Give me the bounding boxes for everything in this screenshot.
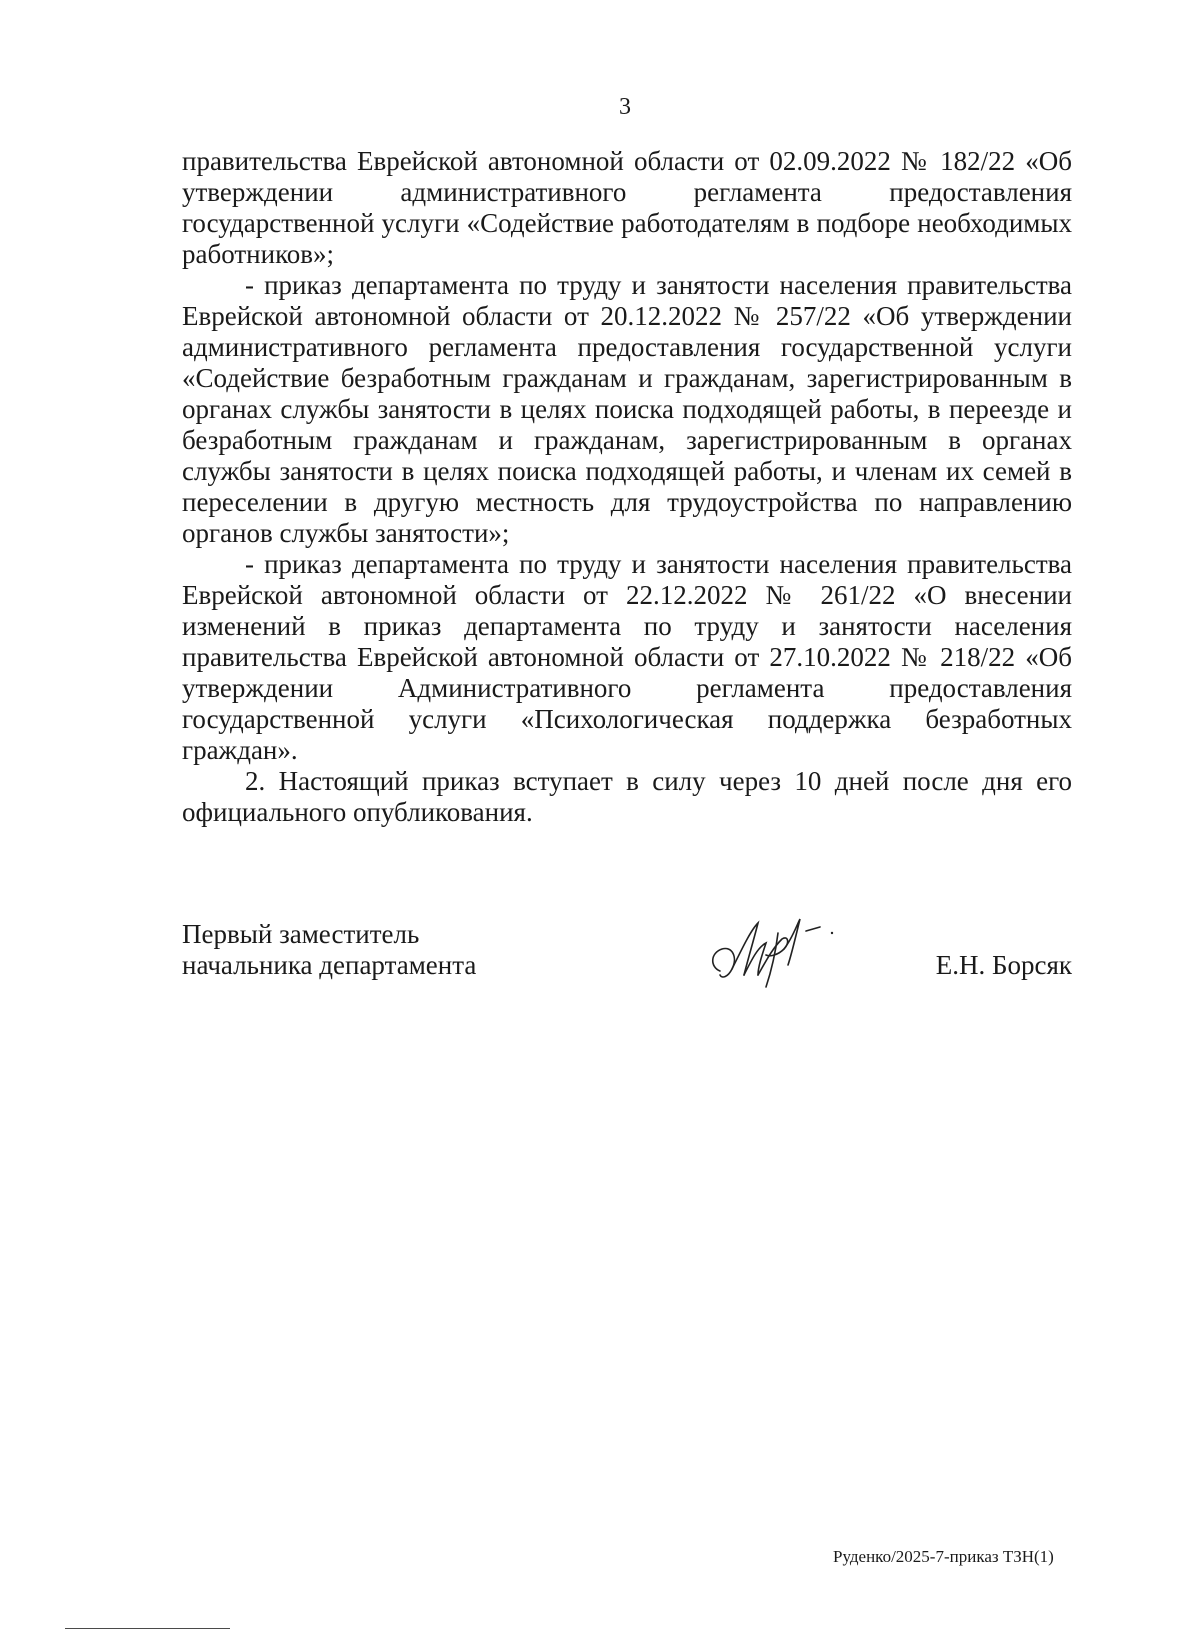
signer-name: Е.Н. Борсяк — [935, 950, 1072, 980]
paragraph-order-261: - приказ департамента по труду и занятости населения правительства Еврейской автономной области от 22.12.2022 № 261/22 «О внесении изменений в приказ департамента по труду и занятости населения правительства Еврейской автономной области от 27.10.2022 № 218/22 «Об утверждении Административного регламента предоставления государственной услуги «Психологическая поддержка безработных граждан». — [182, 549, 1072, 765]
signer-position-line2: начальника департамента — [182, 950, 477, 980]
signature-block — [182, 919, 1072, 999]
paragraph-continuation: правительства Еврейской автономной области от 02.09.2022 № 182/22 «Об утверждении административного регламента предоставления государственной услуги «Содействие работодателям в подборе необходимых работников»; — [182, 146, 1072, 269]
paragraph-effective-date: 2. Настоящий приказ вступает в силу через 10 дней после дня его официального опубликования. — [182, 766, 1072, 827]
footer-divider — [65, 1628, 230, 1629]
paragraph-order-257: - приказ департамента по труду и занятости населения правительства Еврейской автономной области от 20.12.2022 № 257/22 «Об утверждении административного регламента предоставления государственной услуги «Содействие безработным гражданам и гражданам, зарегистрированным в органах службы занятости в целях поиска подходящей работы, в переезде и безработным гражданам и гражданам, зарегистрированным в органах службы занятости в целях поиска подходящей работы, и членам их семей в переселении в другую местность для трудоустройства по направлению органов службы занятости»; — [182, 270, 1072, 548]
handwritten-signature — [692, 909, 852, 999]
document-body — [182, 146, 1072, 828]
signer-position — [182, 919, 602, 981]
footer-reference: Руденко/2025-7-приказ ТЗН(1) — [833, 1547, 1054, 1566]
page-number: 3 — [619, 94, 631, 120]
signer-position-line1: Первый заместитель — [182, 919, 420, 949]
